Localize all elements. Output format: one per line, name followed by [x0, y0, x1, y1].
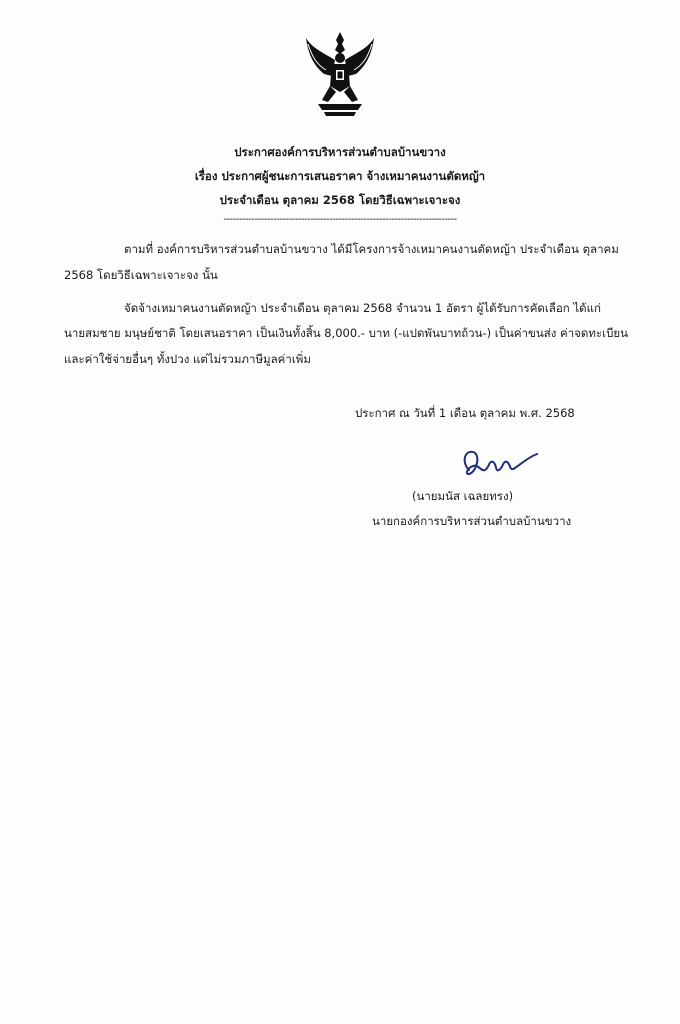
paragraph-2-line-1: จัดจ้างเหมาคนงานตัดหญ้า ประจำเดือน ตุลาคม 2568 จำนวน 1 อัตรา ผู้ได้รับการคัดเลือก ได้แก่: [124, 301, 602, 315]
announcement-period: ประจำเดือน ตุลาคม 2568 โดยวิธีเฉพาะเจาะจง: [219, 193, 461, 207]
signer-title: นายกองค์การบริหารส่วนตำบลบ้านขวาง: [372, 514, 572, 528]
signature-icon: [455, 444, 545, 484]
announcement-date: ประกาศ ณ วันที่ 1 เดือน ตุลาคม พ.ศ. 2568: [355, 406, 575, 420]
paragraph-2-line-3: และค่าใช้จ่ายอื่นๆ ทั้งปวง แต่ไม่รวมภาษีมูลค่าเพิ่ม: [64, 352, 311, 366]
paragraph-1-line-2: 2568 โดยวิธีเฉพาะเจาะจง นั้น: [64, 268, 218, 282]
paragraph-2-line-2: นายสมชาย มนุษย์ชาติ โดยเสนอราคา เป็นเงินทั้งสิ้น 8,000.- บาท (-แปดพันบาทถ้วน-) เป็นค่าขนส่ง ค่าจดทะเบียน: [64, 326, 628, 340]
garuda-emblem-icon: [302, 30, 378, 116]
dashed-divider: ---------------------------------------------------------------------------: [223, 214, 457, 225]
announcement-subject: เรื่อง ประกาศผู้ชนะการเสนอราคา จ้างเหมาคนงานตัดหญ้า: [194, 169, 486, 183]
announcement-title: ประกาศองค์การบริหารส่วนตำบลบ้านขวาง: [234, 145, 446, 159]
paragraph-1-line-1: ตามที่ องค์การบริหารส่วนตำบลบ้านขวาง ได้มีโครงการจ้างเหมาคนงานตัดหญ้า ประจำเดือน ตุลาคม: [124, 242, 619, 256]
signer-name: (นายมนัส เฉลยทรง): [412, 489, 514, 503]
